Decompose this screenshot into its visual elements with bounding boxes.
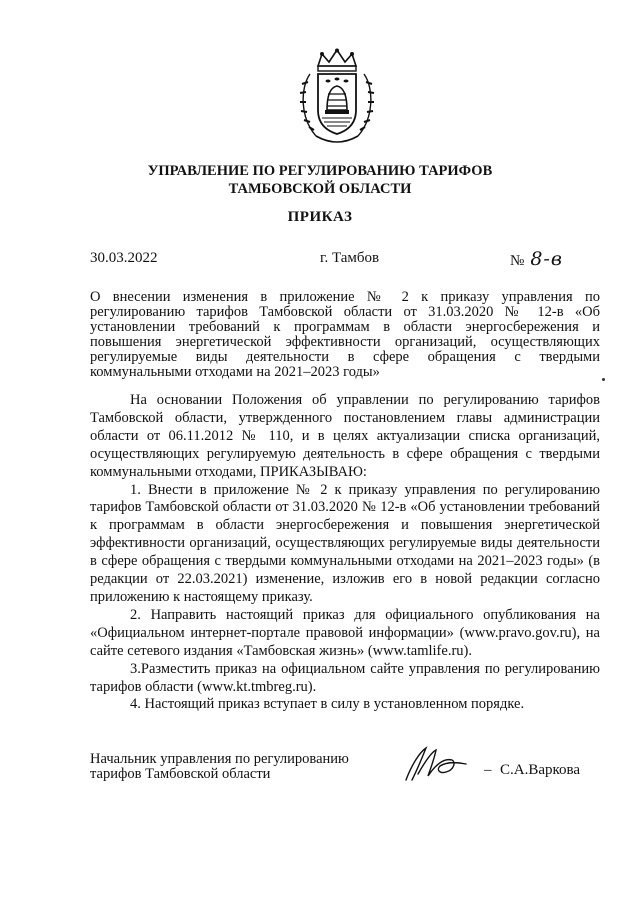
organization-name-line2: ТАМБОВСКОЙ ОБЛАСТИ xyxy=(228,181,412,197)
number-sign: № xyxy=(510,253,525,269)
body-item-1: 1. Внести в приложение № 2 к приказу управления по регулированию тарифов Тамбовской области от 31.03.2020 № 12-в «Об установлении требований к программам в области энергосбережения и повышения энергетической эффективности организаций, осуществляющих регулируемые виды деятельности в сфере обращения с твердыми коммунальными отходами на 2021–2023 годы» (в редакции от 22.03.2021) изменение, изложив его в новой редакции согласно приложению к настоящему приказу. xyxy=(90,481,600,605)
document-subject: О внесении изменения в приложение № 2 к приказу управления по регулированию тарифов Тамбовской области от 31.03.2020 № 12-в «Об установлении требований к программам в области энергосбережения и повышения энергетической эффективности организаций, осуществляющих регулируемые виды деятельности в сфере обращения с твердыми коммунальными отходами на 2021–2023 годы» xyxy=(90,289,600,380)
body-item-2: 2. Направить настоящий приказ для официального опубликования на «Официальном интернет-портале правовой информации» (www.pravo.gov.ru), на сайте сетевого издания «Тамбовская жизнь» (www.tamlife.ru). xyxy=(90,606,600,659)
signature-dash: – xyxy=(484,762,492,778)
scan-artifact-dot xyxy=(602,378,605,381)
document-city: г. Тамбов xyxy=(320,250,380,266)
document-type-title: ПРИКАЗ xyxy=(287,209,353,225)
organization-name-line1: УПРАВЛЕНИЕ ПО РЕГУЛИРОВАНИЮ ТАРИФОВ xyxy=(147,163,493,179)
signatory-name: С.А.Варкова xyxy=(500,762,581,778)
document-number xyxy=(510,248,563,270)
signatory-position-line2: тарифов Тамбовской области xyxy=(90,766,271,782)
tambov-coat-of-arms-icon xyxy=(296,48,378,150)
document-body xyxy=(90,392,600,714)
body-preamble: На основании Положения об управлении по регулированию тарифов Тамбовской области, утвержденного постановлением главы администрации области от 06.11.2012 № 110, и в целях актуализации списка организаций, осуществляющих регулируемую деятельность в сфере обращения с твердыми коммунальными отходами, ПРИКАЗЫВАЮ: xyxy=(90,392,600,480)
body-item-4: 4. Настоящий приказ вступает в силу в установленном порядке. xyxy=(130,696,525,713)
handwritten-number: 8-в xyxy=(530,248,563,270)
signatory-position xyxy=(90,752,390,782)
signatory-position-line1: Начальник управления по регулированию xyxy=(90,751,349,767)
handwritten-signature-icon xyxy=(400,744,480,784)
document-date: 30.03.2022 xyxy=(90,250,158,266)
body-item-3: 3.Разместить приказ на официальном сайте управления по регулированию тарифов области (www.kt.tmbreg.ru). xyxy=(90,660,600,695)
